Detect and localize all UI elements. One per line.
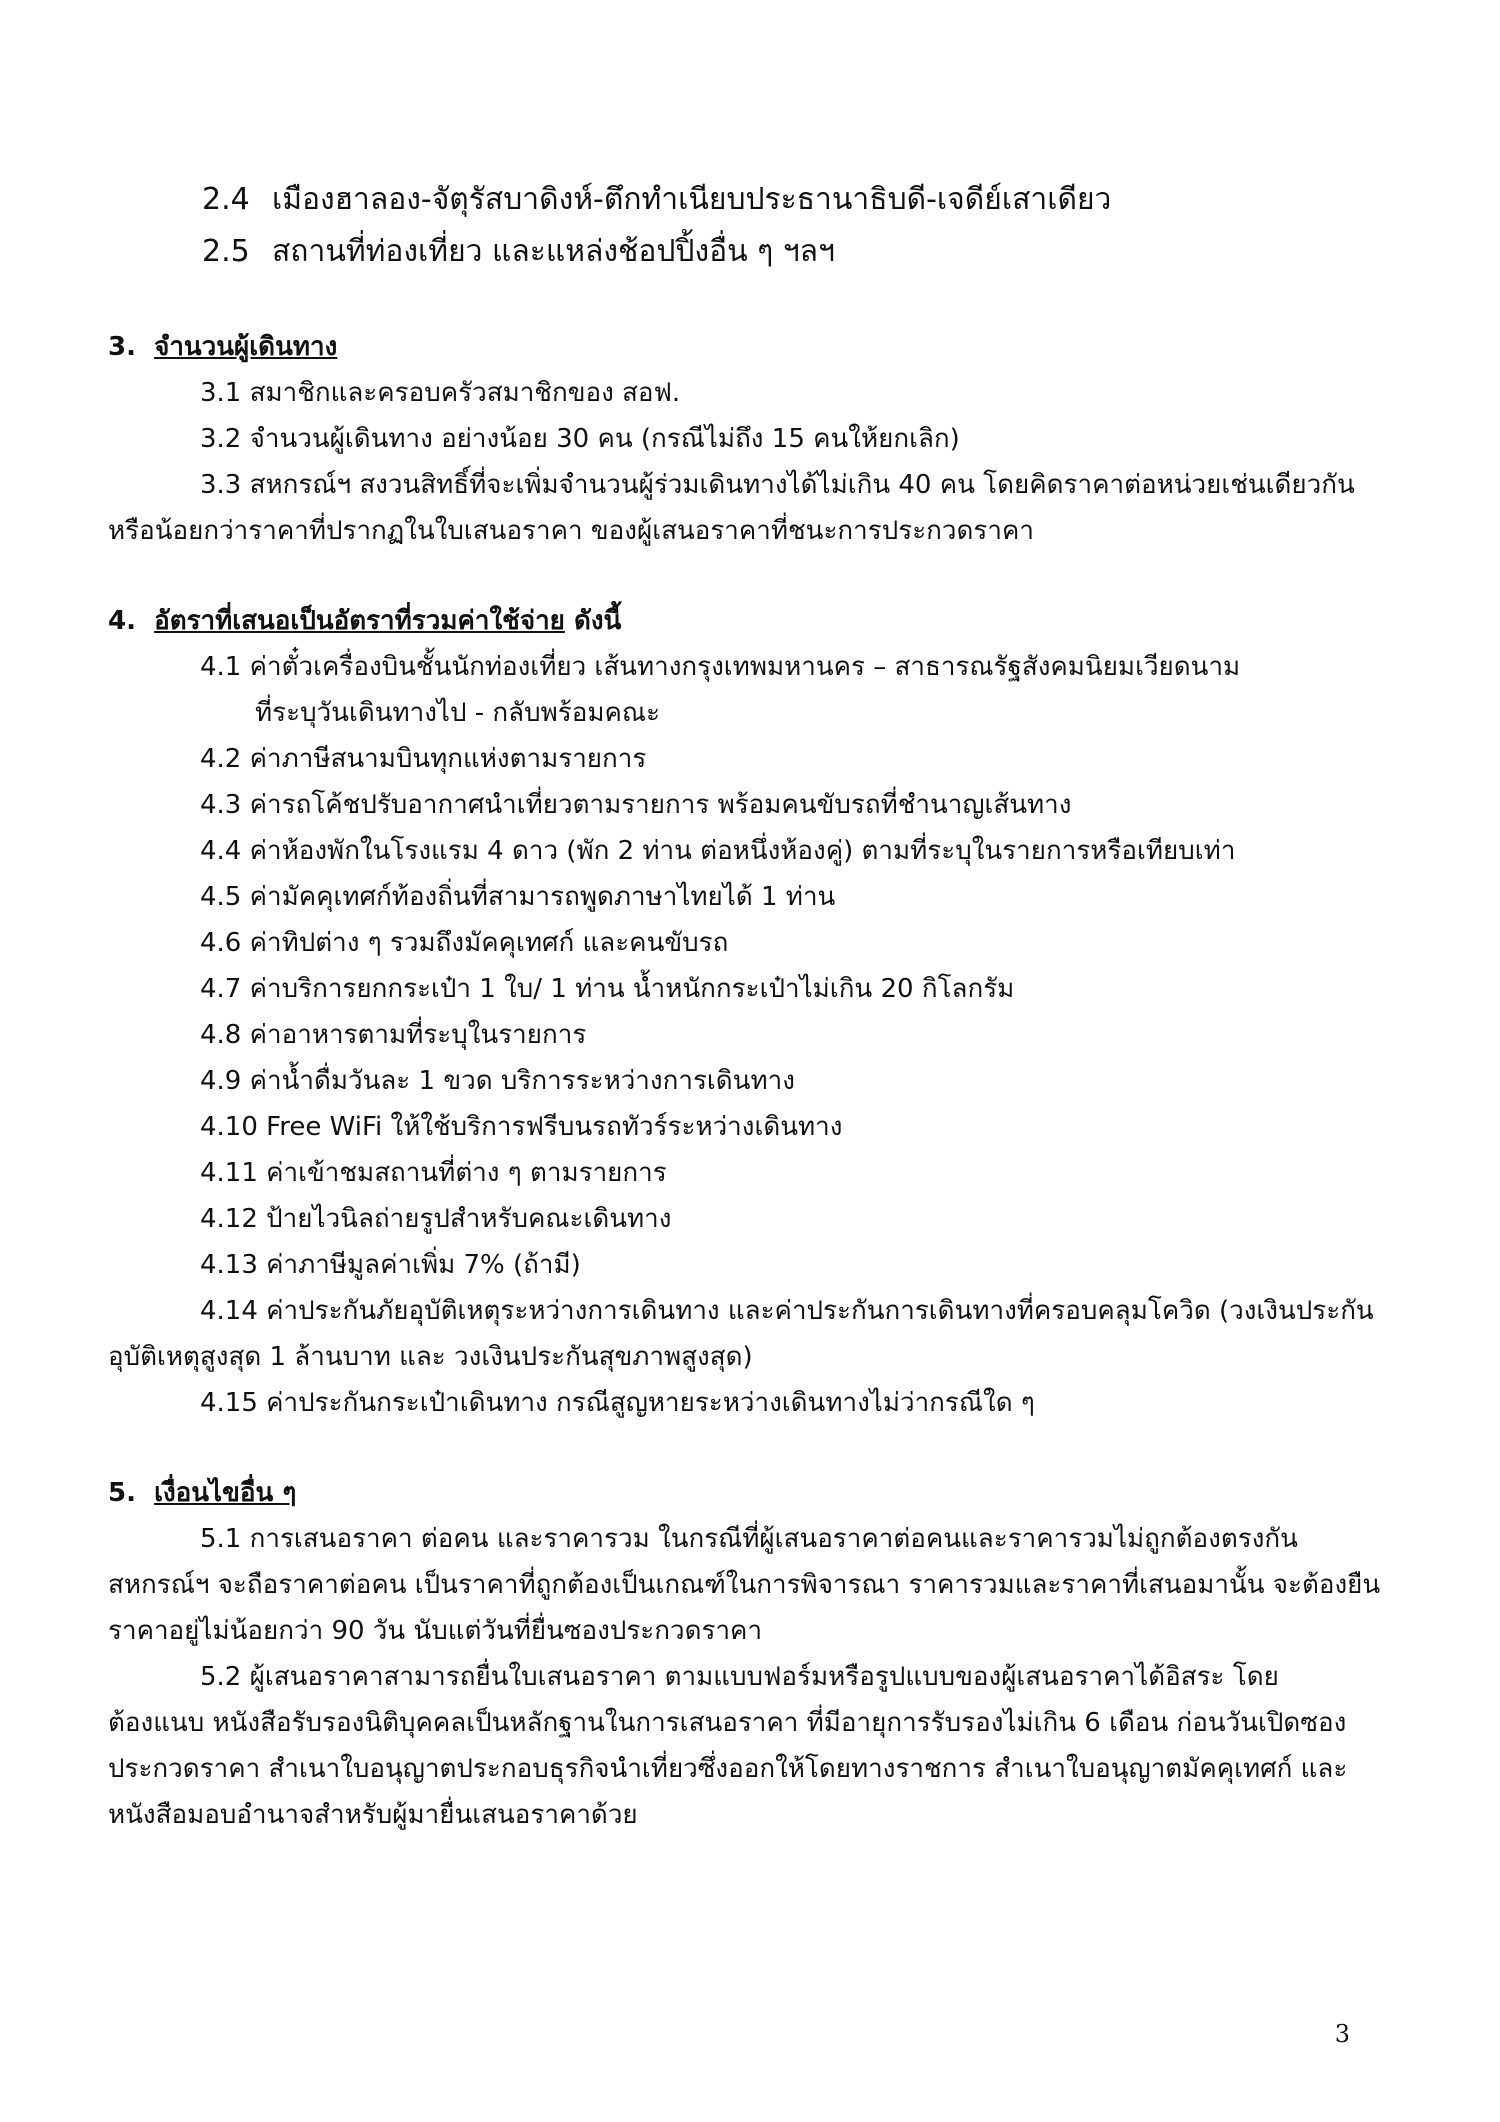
paragraph-5-1-line-3: ราคาอยู่ไม่น้อยกว่า 90 วัน นับแต่วันที่ยื่นซองประกวดราคา bbox=[108, 1616, 763, 1646]
list-item-4-14-cont: อุบัติเหตุสูงสุด 1 ล้านบาท และ วงเงินประกันสุขภาพสูงสุด) bbox=[108, 1342, 753, 1372]
list-item-4-9: 4.9 ค่าน้ำดื่มวันละ 1 ขวด บริการระหว่างการเดินทาง bbox=[200, 1066, 795, 1096]
list-item-4-15: 4.15 ค่าประกันกระเป๋าเดินทาง กรณีสูญหายระหว่างเดินทางไม่ว่ากรณีใด ๆ bbox=[200, 1388, 1035, 1418]
list-item-4-11: 4.11 ค่าเข้าชมสถานที่ต่าง ๆ ตามรายการ bbox=[200, 1158, 667, 1188]
section-4-heading bbox=[108, 604, 621, 638]
page-number: 3 bbox=[1334, 2020, 1350, 2048]
list-item-3-3: 3.3 สหกรณ์ฯ สงวนสิทธิ์ที่จะเพิ่มจำนวนผู้ร่วมเดินทางได้ไม่เกิน 40 คน โดยคิดราคาต่อหน่วยเช่นเดียวกัน bbox=[200, 470, 1355, 500]
paragraph-5-2-line-1: 5.2 ผู้เสนอราคาสามารถยื่นใบเสนอราคา ตามแบบฟอร์มหรือรูปแบบของผู้เสนอราคาได้อิสระ โดย bbox=[200, 1662, 1279, 1692]
list-item-4-7: 4.7 ค่าบริการยกกระเป๋า 1 ใบ/ 1 ท่าน น้ำหนักกระเป๋าไม่เกิน 20 กิโลกรัม bbox=[200, 974, 1015, 1004]
list-item-2-4 bbox=[202, 180, 1111, 220]
section-title-suffix: ดังนี้ bbox=[564, 606, 622, 636]
list-item-4-1-cont: ที่ระบุวันเดินทางไป - กลับพร้อมคณะ bbox=[255, 698, 660, 728]
paragraph-5-1-line-1: 5.1 การเสนอราคา ต่อคน และราคารวม ในกรณีที่ผู้เสนอราคาต่อคนและราคารวมไม่ถูกต้องตรงกัน bbox=[200, 1524, 1298, 1554]
paragraph-5-2-line-4: หนังสือมอบอำนาจสำหรับผู้มายื่นเสนอราคาด้วย bbox=[108, 1800, 638, 1830]
list-item-3-1: 3.1 สมาชิกและครอบครัวสมาชิกของ สอฟ. bbox=[200, 378, 681, 408]
section-number: 4. bbox=[108, 606, 136, 636]
list-item-3-2: 3.2 จำนวนผู้เดินทาง อย่างน้อย 30 คน (กรณีไม่ถึง 15 คนให้ยกเลิก) bbox=[200, 424, 960, 454]
list-item-4-10: 4.10 Free WiFi ให้ใช้บริการฟรีบนรถทัวร์ระหว่างเดินทาง bbox=[200, 1112, 843, 1142]
section-title: เงื่อนไขอื่น ๆ bbox=[154, 1478, 297, 1508]
item-text: สถานที่ท่องเที่ยว และแหล่งช้อปปิ้งอื่น ๆ ฯลฯ bbox=[272, 234, 835, 269]
list-item-4-13: 4.13 ค่าภาษีมูลค่าเพิ่ม 7% (ถ้ามี) bbox=[200, 1250, 581, 1280]
list-item-4-4: 4.4 ค่าห้องพักในโรงแรม 4 ดาว (พัก 2 ท่าน ต่อหนึ่งห้องคู่) ตามที่ระบุในรายการหรือเทียบเท่า bbox=[200, 836, 1236, 866]
list-item-4-1: 4.1 ค่าตั๋วเครื่องบินชั้นนักท่องเที่ยว เส้นทางกรุงเทพมหานคร – สาธารณรัฐสังคมนิยมเวียดนาม bbox=[200, 652, 1241, 682]
list-item-3-3-cont: หรือน้อยกว่าราคาที่ปรากฏในใบเสนอราคา ของผู้เสนอราคาที่ชนะการประกวดราคา bbox=[108, 516, 1034, 546]
paragraph-5-1-line-2: สหกรณ์ฯ จะถือราคาต่อคน เป็นราคาที่ถูกต้องเป็นเกณฑ์ในการพิจารณา ราคารวมและราคาที่เสนอมานั้น จะต้องยืน bbox=[108, 1570, 1381, 1600]
paragraph-5-2-line-2: ต้องแนบ หนังสือรับรองนิติบุคคลเป็นหลักฐานในการเสนอราคา ที่มีอายุการรับรองไม่เกิน 6 เดือน ก่อนวันเปิดซอง bbox=[108, 1708, 1347, 1738]
section-number: 5. bbox=[108, 1478, 136, 1508]
item-number: 2.5 bbox=[202, 234, 250, 269]
list-item-4-3: 4.3 ค่ารถโค้ชปรับอากาศนำเที่ยวตามรายการ พร้อมคนขับรถที่ชำนาญเส้นทาง bbox=[200, 790, 1072, 820]
section-number: 3. bbox=[108, 332, 136, 362]
section-title: อัตราที่เสนอเป็นอัตราที่รวมค่าใช้จ่าย bbox=[154, 606, 565, 636]
list-item-4-5: 4.5 ค่ามัคคุเทศก์ท้องถิ่นที่สามารถพูดภาษาไทยได้ 1 ท่าน bbox=[200, 882, 836, 912]
list-item-4-6: 4.6 ค่าทิปต่าง ๆ รวมถึงมัคคุเทศก์ และคนขับรถ bbox=[200, 928, 729, 958]
item-text: เมืองฮาลอง-จัตุรัสบาดิงห์-ตึกทำเนียบประธานาธิบดี-เจดีย์เสาเดียว bbox=[272, 182, 1112, 217]
section-5-heading bbox=[108, 1476, 296, 1510]
list-item-2-5 bbox=[202, 232, 835, 272]
list-item-4-2: 4.2 ค่าภาษีสนามบินทุกแห่งตามรายการ bbox=[200, 744, 647, 774]
item-number: 2.4 bbox=[202, 182, 250, 217]
paragraph-5-2-line-3: ประกวดราคา สำเนาใบอนุญาตประกอบธุรกิจนำเที่ยวซึ่งออกให้โดยทางราชการ สำเนาใบอนุญาตมัคคุเทศก์ และ bbox=[108, 1754, 1348, 1784]
list-item-4-8: 4.8 ค่าอาหารตามที่ระบุในรายการ bbox=[200, 1020, 587, 1050]
list-item-4-14: 4.14 ค่าประกันภัยอุบัติเหตุระหว่างการเดินทาง และค่าประกันการเดินทางที่ครอบคลุมโควิด (วงเงินประกัน bbox=[200, 1296, 1374, 1326]
list-item-4-12: 4.12 ป้ายไวนิลถ่ายรูปสำหรับคณะเดินทาง bbox=[200, 1204, 672, 1234]
section-3-heading bbox=[108, 330, 337, 364]
section-title: จำนวนผู้เดินทาง bbox=[154, 332, 338, 362]
